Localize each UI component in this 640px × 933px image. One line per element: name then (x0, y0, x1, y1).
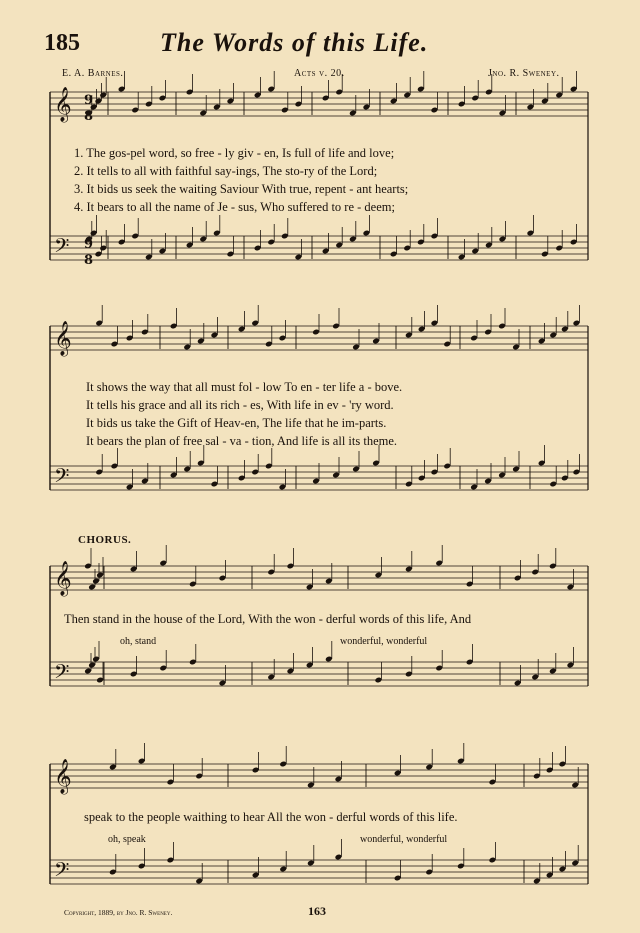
system-3-treble-clef: 𝄞 (54, 561, 72, 596)
page-number: 163 (308, 904, 326, 918)
scripture-reference: Acts v. 20. (294, 68, 345, 79)
chorus-bass-text-1a: oh, stand (120, 636, 157, 647)
verse-3-line-2: It bids us take the Gift of Heav-en, The life that he im-parts. (86, 416, 387, 430)
verse-2-line-1: 2. It tells to all with faithful say-ings, The sto-ry of the Lord; (74, 164, 378, 178)
hymn-number: 185 (44, 30, 80, 56)
system-3-bass-clef: 𝄢 (54, 660, 70, 688)
system-1-bass-clef: 𝄢 (54, 234, 70, 262)
system-2-bass-clef: 𝄢 (54, 464, 70, 492)
system-1-treble-clef: 𝄞 (54, 87, 72, 122)
chorus-bass-text-2b: wonderful, wonderful (360, 834, 448, 845)
system-4-treble-clef: 𝄞 (54, 759, 72, 794)
copyright-notice: Copyright, 1889, by Jno. R. Sweney. (64, 908, 173, 917)
time-sig-top-bass: 9 (84, 237, 94, 252)
composer-credit: Jno. R. Sweney. (488, 68, 560, 79)
time-sig-bottom-bass: 8 (84, 253, 94, 268)
chorus-label: CHORUS. (78, 534, 132, 546)
chorus-lyric-line-2: speak to the people waithing to hear All the won - derful words of this life. (84, 810, 458, 824)
system-4-bass-clef: 𝄢 (54, 858, 70, 886)
verse-2-line-2: It tells his grace and all its rich - es, With life in ev - 'ry word. (86, 398, 394, 412)
verse-4-line-1: 4. It bears to all the name of Je - sus, Who suffered to re - deem; (74, 200, 395, 214)
author-credit: E. A. Barnes. (62, 68, 124, 79)
verse-1-line-2: It shows the way that all must fol - low To en - ter life a - bove. (86, 380, 403, 394)
time-sig-top-treble: 9 (84, 93, 94, 108)
verse-3-line-1: 3. It bids us seek the waiting Saviour With true, repent - ant hearts; (74, 182, 409, 196)
system-2-treble-clef: 𝄞 (54, 321, 72, 356)
time-sig-bottom-treble: 8 (84, 109, 94, 124)
chorus-bass-text-2a: oh, speak (108, 834, 146, 845)
verse-4-line-2: It bears the plan of free sal - va - tion, And life is all its theme. (86, 434, 398, 448)
chorus-bass-text-1b: wonderful, wonderful (340, 636, 428, 647)
chorus-lyric-line-1: Then stand in the house of the Lord, With the won - derful words of this life, And (64, 612, 472, 626)
verse-1-line-1: 1. The gos-pel word, so free - ly giv - en, Is full of life and love; (74, 146, 395, 160)
hymn-title: The Words of this Life. (160, 28, 429, 57)
